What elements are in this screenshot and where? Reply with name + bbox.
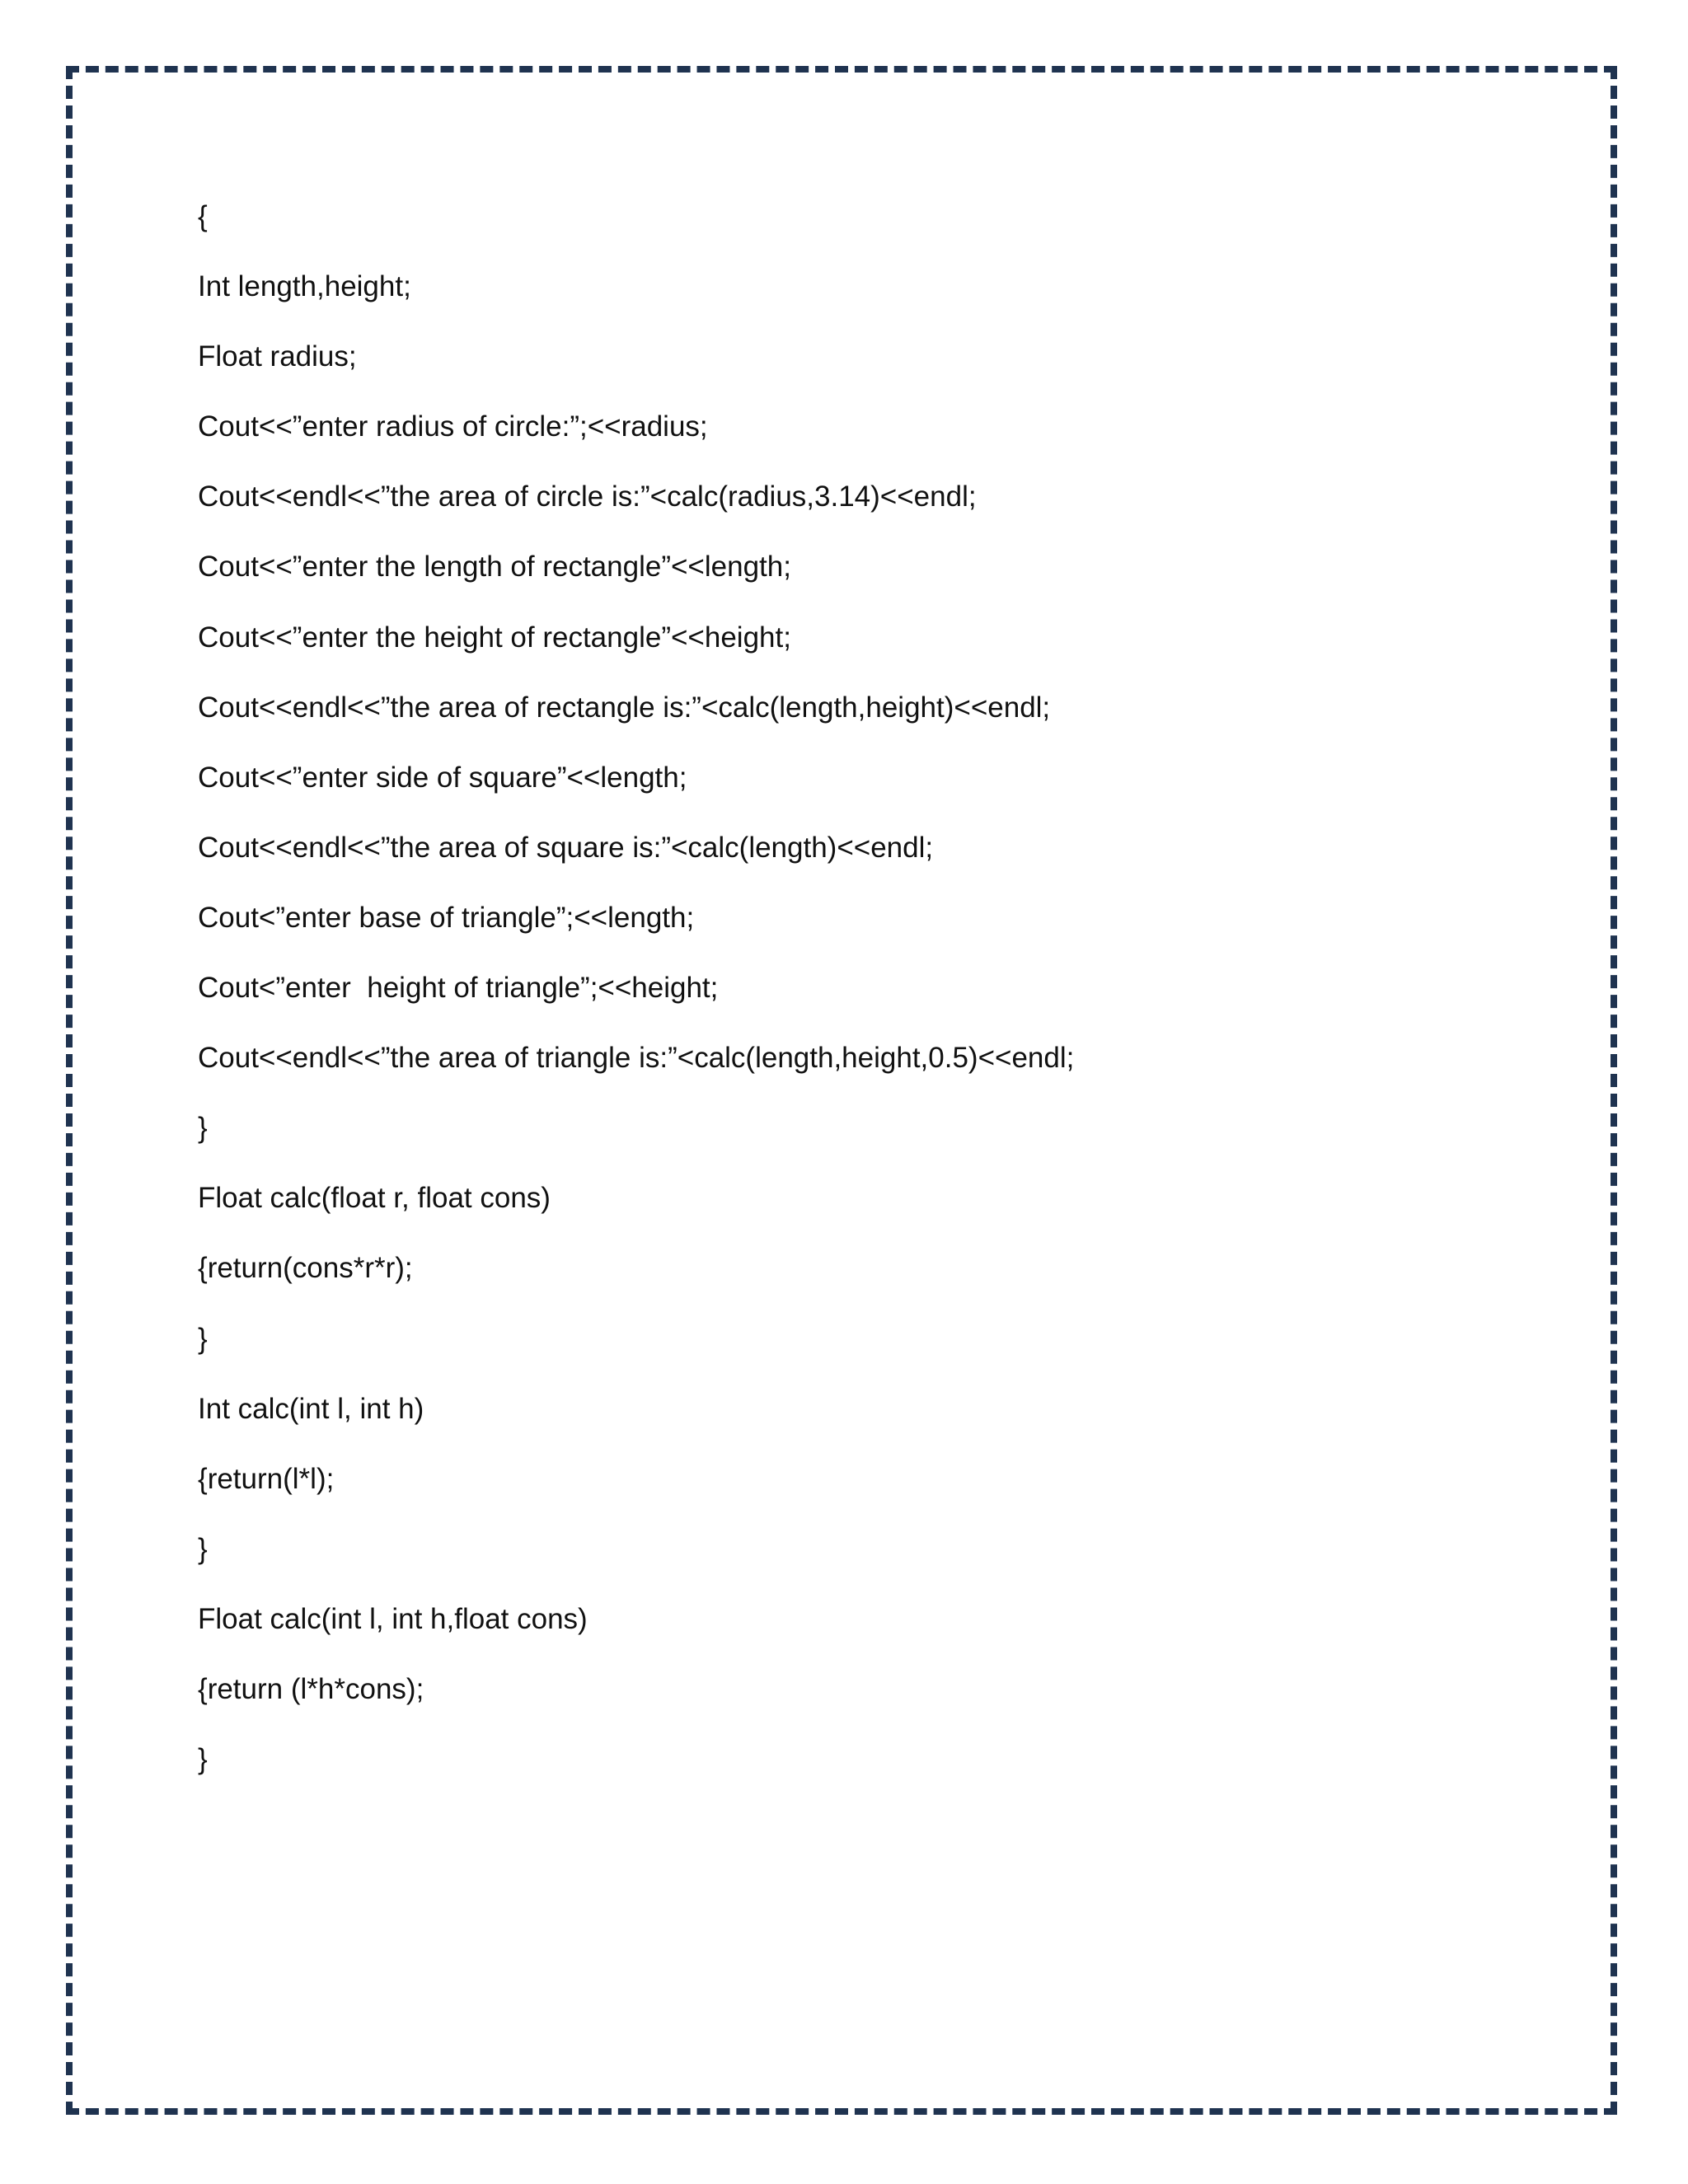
code-line: }: [198, 1743, 208, 1776]
code-line: {: [198, 200, 208, 232]
code-line: Cout<<endl<<”the area of rectangle is:”<calc(length,height)<<endl;: [198, 691, 1051, 724]
code-line: Cout<<”enter the height of rectangle”<<height;: [198, 621, 791, 654]
code-line: {return (l*h*cons);: [198, 1672, 424, 1705]
code-line: Cout<<endl<<”the area of circle is:”<calc(radius,3.14)<<endl;: [198, 480, 977, 513]
code-line: Float radius;: [198, 340, 357, 373]
code-line: Int length,height;: [198, 270, 411, 303]
code-line: }: [198, 1112, 208, 1145]
code-line: Cout<”enter height of triangle”;<<height;: [198, 972, 719, 1005]
code-line: {return(cons*r*r);: [198, 1252, 413, 1285]
code-line: Cout<”enter base of triangle”;<<length;: [198, 901, 695, 934]
code-line: Cout<<”enter the length of rectangle”<<length;: [198, 551, 791, 583]
code-line: Cout<<endl<<”the area of triangle is:”<calc(length,height,0.5)<<endl;: [198, 1042, 1075, 1075]
code-line: Int calc(int l, int h): [198, 1392, 424, 1425]
code-line: }: [198, 1532, 208, 1565]
code-line: {return(l*l);: [198, 1462, 335, 1495]
code-line: Cout<<endl<<”the area of square is:”<calc(length)<<endl;: [198, 831, 934, 864]
code-line: Cout<<”enter side of square”<<length;: [198, 761, 687, 794]
code-line: }: [198, 1322, 208, 1355]
code-block: [198, 194, 1074, 1807]
code-line: Cout<<”enter radius of circle:”;<<radius;: [198, 410, 708, 443]
code-line: Float calc(int l, int h,float cons): [198, 1602, 588, 1635]
code-line: Float calc(float r, float cons): [198, 1182, 551, 1215]
